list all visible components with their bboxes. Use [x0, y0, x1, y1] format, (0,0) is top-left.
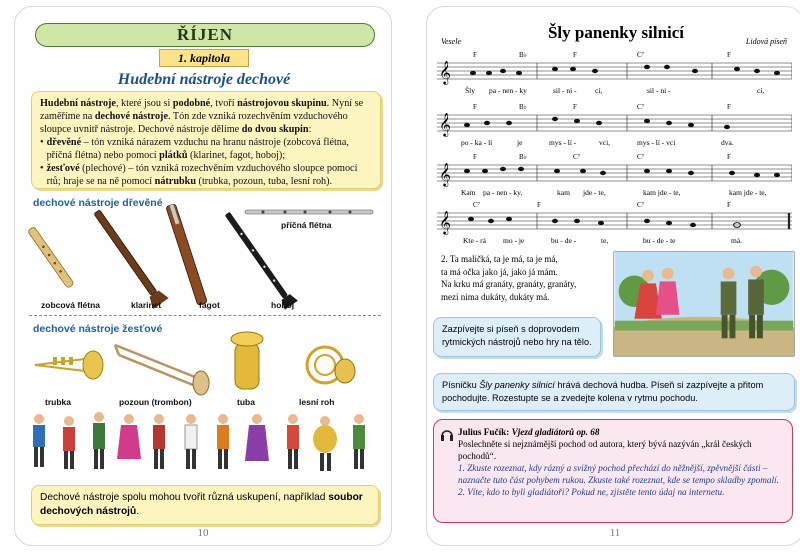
svg-text:cí,: cí, — [757, 86, 765, 95]
svg-text:kam jde - te,: kam jde - te, — [729, 188, 767, 197]
left-page — [14, 6, 392, 546]
svg-text:B♭: B♭ — [519, 153, 527, 161]
brass-illustrations — [15, 325, 392, 397]
svg-text:F: F — [727, 51, 731, 59]
month-title: ŘÍJEN — [35, 23, 375, 47]
musician-icon — [93, 412, 105, 469]
bassoon-icon — [166, 204, 208, 306]
svg-text:dva.: dva. — [721, 138, 734, 147]
instrument-label: příčná flétna — [281, 220, 332, 230]
svg-text:mys - lí - vci: mys - lí - vci — [637, 138, 676, 147]
instrument-label: tuba — [237, 397, 255, 407]
svg-text:C⁷: C⁷ — [573, 153, 581, 161]
brass-band-illustration — [25, 409, 375, 481]
chapter-label: 1. kapitola — [159, 49, 249, 67]
svg-text:Šly: Šly — [465, 86, 476, 95]
hunters-and-girls-illustration — [613, 251, 795, 357]
musician-icon — [185, 414, 197, 469]
svg-text:F: F — [727, 153, 731, 161]
treble-clef-icon: 𝄞 — [439, 212, 451, 234]
svg-text:jde - te,: jde - te, — [583, 188, 606, 197]
musician-icon — [313, 416, 337, 471]
song-origin: Lidová píseň — [745, 37, 787, 46]
svg-text:te,: te, — [601, 236, 609, 245]
recorder-icon — [27, 226, 74, 288]
svg-text:Kam: Kam — [461, 188, 476, 197]
task-note-1: Zazpívejte si píseň s doprovodem rytmických nástrojů nebo hry na tělo. — [433, 317, 601, 357]
music-staff-4 — [437, 199, 792, 255]
instrument-label: hoboj — [271, 300, 295, 310]
song-title: Šly panenky silnicí — [547, 23, 685, 42]
bullet-woodwind: • dřevěné – tón vzniká nárazem vzduchu na hranu nástroje (zobcová flétna, příčná flétna) nebo pomocí plátků (klarinet, fagot, hoboj); — [40, 137, 349, 161]
section-title: Hudební nástroje dechové — [117, 71, 291, 88]
svg-text:cí,: cí, — [595, 86, 603, 95]
section-divider — [29, 315, 381, 316]
svg-text:sil - ni -: sil - ni - — [647, 86, 671, 95]
svg-text:F: F — [573, 103, 577, 111]
musician-icon — [287, 414, 299, 469]
svg-text:mo - je: mo - je — [503, 236, 525, 245]
intro-paragraph: Hudební nástroje, které jsou si podobné, tvoří nástrojovou skupinu. Nyní se zaměříme na dechové nástroje. Tón zde vzniká rozechvěním vzduchového sloupce uvnitř nástroje. Dechové nástroje dělíme do dvou skupin: — [40, 98, 364, 135]
treble-clef-icon: 𝄞 — [439, 114, 451, 136]
svg-text:F: F — [473, 103, 477, 111]
svg-text:bu - de -: bu - de - — [551, 236, 577, 245]
svg-text:F: F — [537, 201, 541, 209]
svg-text:F: F — [473, 51, 477, 59]
headphones-icon — [440, 426, 454, 444]
musician-icon — [245, 414, 269, 461]
instrument-label: trubka — [45, 397, 71, 407]
listening-question-2: 2. Víte, kdo to byli gladiátoři? Pokud ne, zjistěte tento údaj na internetu. — [458, 487, 725, 497]
tempo-marking: Vesele — [441, 37, 461, 46]
listening-question-1: 1. Zkuste rozeznat, kdy rázný a svižný pochod přechází do něžnější, zpěvnější části – naznačte tuto část pohybem rukou. Zkuste také rozeznat, kde se tempo skladby zpomalí. — [458, 463, 779, 485]
task-note-2: Písničku Šly panenky silnicí hrává dechová hudba. Píseň si zazpívejte a přitom pochodujte. Rozestupte se a zvedejte kolena v rytmu pochodu. — [433, 373, 795, 411]
intro-box — [31, 91, 381, 189]
musician-icon — [33, 414, 45, 467]
svg-text:B♭: B♭ — [519, 103, 527, 111]
verse-2: 2. Ta maličká, ta je má, ta je má, ta má očka jako já, jako já mám. Na krku má granáty, granáty, granáty, mezi nima dukáty, dukáty má. — [441, 254, 577, 302]
svg-text:vci,: vci, — [599, 138, 611, 147]
svg-text:F: F — [727, 201, 731, 209]
svg-text:bu - de - te: bu - de - te — [643, 236, 676, 245]
svg-text:Kte - rá: Kte - rá — [463, 236, 486, 245]
svg-text:F: F — [727, 103, 731, 111]
page-number: 11 — [609, 527, 621, 539]
woodwind-group-label: dechové nástroje dřevěné — [33, 197, 163, 209]
svg-text:kam jde - te,: kam jde - te, — [643, 188, 681, 197]
instrument-label: pozoun (trombon) — [119, 397, 192, 407]
french-horn-icon — [307, 347, 355, 383]
transverse-flute-icon — [245, 210, 373, 214]
instrument-label: zobcová flétna — [41, 300, 101, 310]
svg-text:C⁷: C⁷ — [637, 51, 645, 59]
svg-text:B♭: B♭ — [519, 51, 527, 59]
svg-text:po - ka - li: po - ka - li — [461, 138, 493, 147]
musician-icon — [217, 414, 229, 469]
listening-title: Julius Fučík: Vjezd gladiátorů op. 68 — [458, 427, 600, 437]
tuba-icon — [231, 332, 263, 389]
instrument-label: fagot — [199, 300, 220, 310]
svg-text:má.: má. — [731, 236, 743, 245]
instrument-label: lesní roh — [299, 397, 335, 407]
musician-icon — [117, 414, 141, 459]
right-page — [426, 6, 800, 546]
trumpet-icon — [35, 351, 103, 379]
bullet-brass: • žesťové (plechové) – tón vzniká rozechvěním vzduchového sloupce pomocí rtů; hraje se na ně pomocí nátrubku (trubka, pozoun, tuba, lesní roh). — [40, 163, 358, 187]
trombone-icon — [115, 345, 209, 395]
musician-icon — [353, 414, 365, 469]
svg-text:C⁷: C⁷ — [637, 153, 645, 161]
music-staff-2 — [437, 101, 792, 157]
svg-text:F: F — [473, 153, 477, 161]
woodwind-illustrations — [15, 203, 392, 313]
svg-text:C⁷: C⁷ — [637, 103, 645, 111]
svg-text:sil - ni -: sil - ni - — [553, 86, 577, 95]
clarinet-icon — [89, 206, 169, 309]
musician-icon — [63, 416, 75, 469]
svg-text:mys - lí -: mys - lí - — [549, 138, 577, 147]
brass-group-label: dechové nástroje žesťové — [33, 323, 163, 335]
svg-text:C⁷: C⁷ — [473, 201, 481, 209]
musician-icon — [153, 414, 165, 469]
music-staff-1 — [437, 49, 792, 105]
instrument-label: klarinet — [131, 300, 162, 310]
listening-task-box — [433, 419, 793, 523]
svg-text:pa - nen - ky: pa - nen - ky — [489, 86, 527, 95]
svg-text:je: je — [517, 138, 523, 147]
svg-text:C⁷: C⁷ — [637, 201, 645, 209]
listening-intro: Poslechněte si nejznámější pochod od autora, který bývá nazýván „král českých pochodů“. — [458, 439, 752, 461]
treble-clef-icon: 𝄞 — [439, 62, 451, 84]
svg-text:kam: kam — [557, 188, 570, 197]
svg-text:F: F — [573, 51, 577, 59]
svg-text:pa - nen - ky,: pa - nen - ky, — [483, 188, 523, 197]
treble-clef-icon: 𝄞 — [439, 164, 451, 186]
page-number: 10 — [197, 527, 209, 539]
ensemble-note-box: Dechové nástroje spolu mohou tvořit různá uskupení, například soubor dechových nástrojů. — [31, 485, 379, 525]
